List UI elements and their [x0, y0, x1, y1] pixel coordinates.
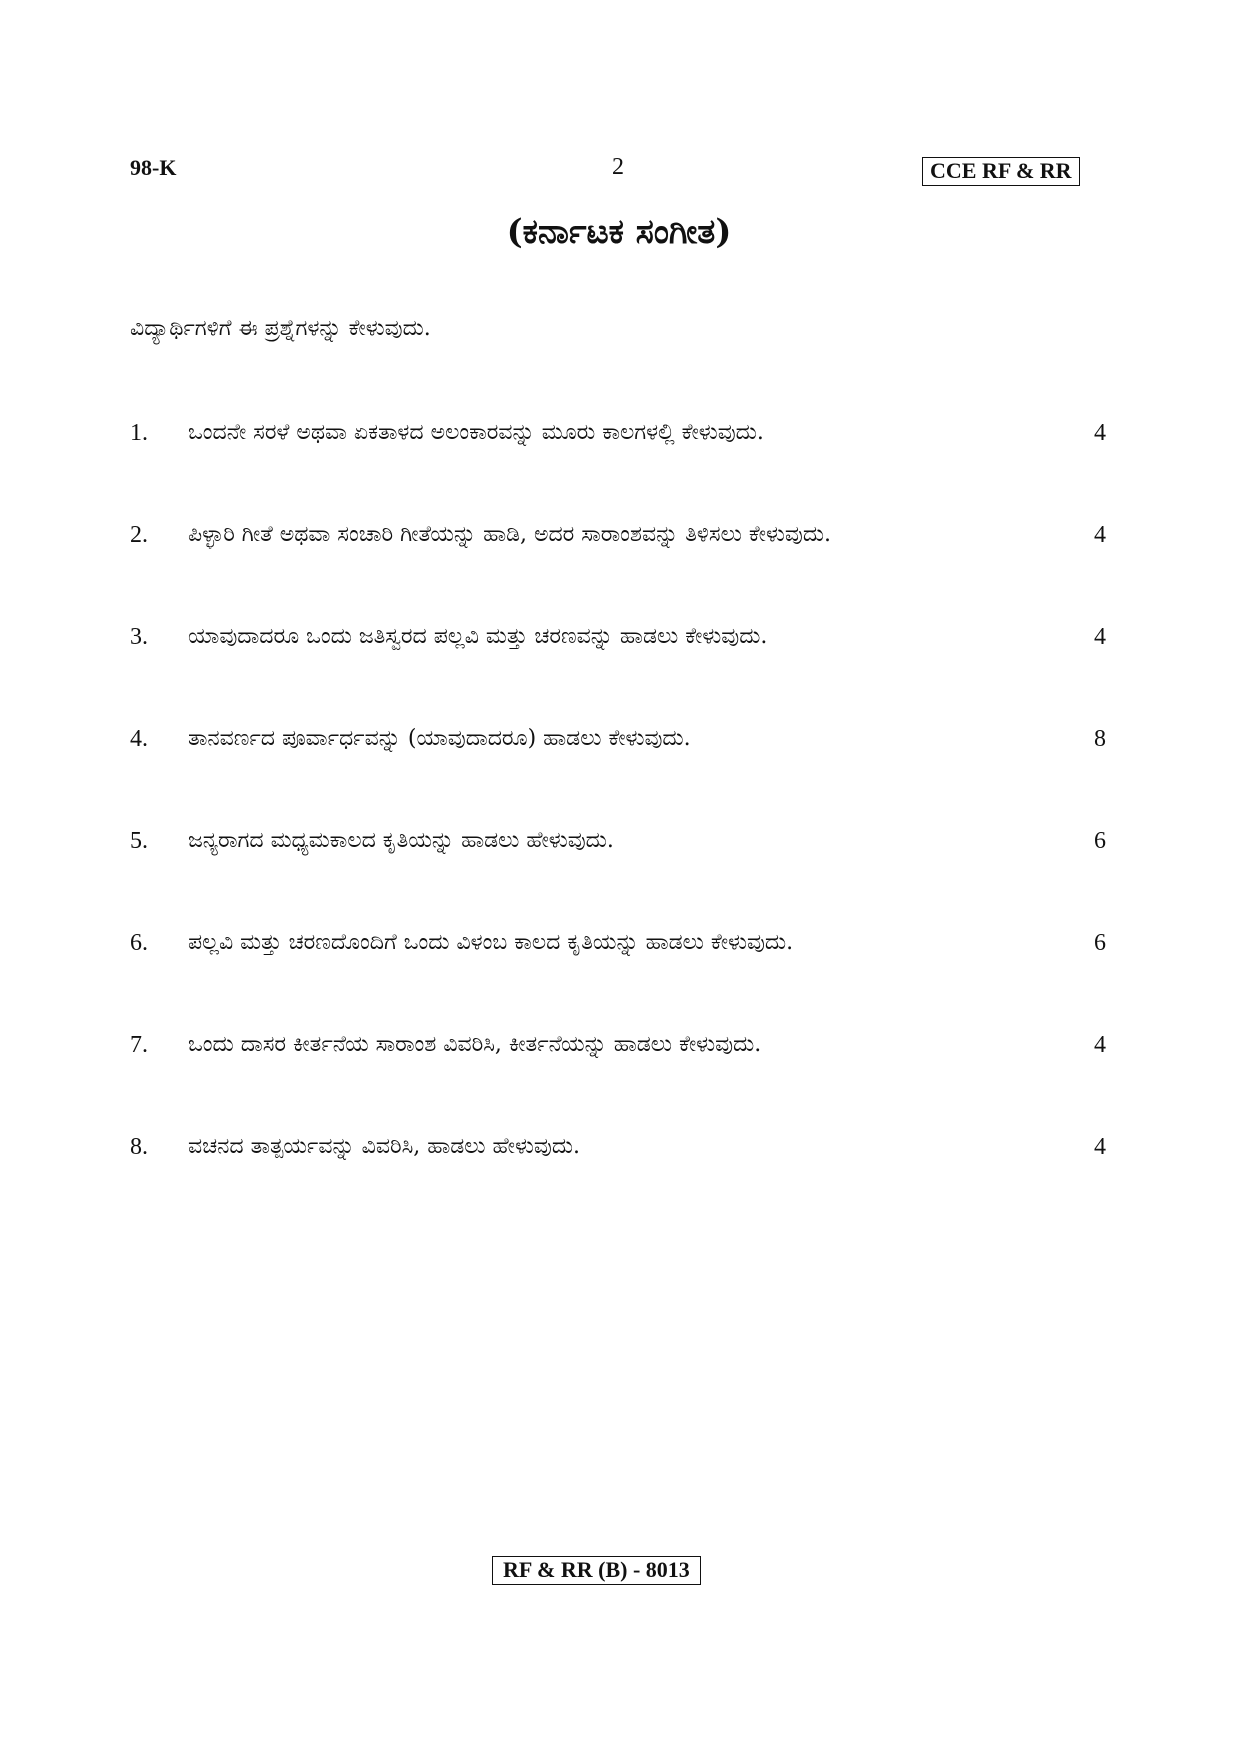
- question-item: [130, 1022, 1106, 1124]
- question-item: [130, 716, 1106, 818]
- page-number: 2: [612, 154, 624, 180]
- question-item: [130, 512, 1106, 614]
- question-number: 7.: [130, 1032, 148, 1058]
- question-number: 2.: [130, 522, 148, 548]
- exam-label-box: CCE RF & RR: [922, 157, 1080, 186]
- question-item: [130, 410, 1106, 512]
- question-number: 4.: [130, 726, 148, 752]
- question-marks: 4: [1094, 1032, 1106, 1058]
- question-marks: 6: [1094, 930, 1106, 956]
- question-item: [130, 614, 1106, 716]
- question-text: ಜನ್ಯರಾಗದ ಮಧ್ಯಮಕಾಲದ ಕೃತಿಯನ್ನು ಹಾಡಲು ಹೇಳುವುದು.: [188, 828, 614, 853]
- question-text: ತಾನವರ್ಣದ ಪೂರ್ವಾರ್ಧವನ್ನು (ಯಾವುದಾದರೂ) ಹಾಡಲು ಕೇಳುವುದು.: [188, 726, 691, 751]
- paper-code: 98-K: [130, 155, 177, 180]
- question-marks: 4: [1094, 522, 1106, 548]
- question-text: ಒಂದನೇ ಸರಳೆ ಅಥವಾ ಏಕತಾಳದ ಅಲಂಕಾರವನ್ನು ಮೂರು ಕಾಲಗಳಲ್ಲಿ ಕೇಳುವುದು.: [188, 420, 764, 445]
- question-number: 1.: [130, 420, 148, 446]
- page-title: (ಕರ್ನಾಟಕ ಸಂಗೀತ): [506, 212, 732, 252]
- question-text: ಪಿಳ್ಳಾರಿ ಗೀತೆ ಅಥವಾ ಸಂಚಾರಿ ಗೀತೆಯನ್ನು ಹಾಡಿ, ಅದರ ಸಾರಾಂಶವನ್ನು ತಿಳಿಸಲು ಕೇಳುವುದು.: [188, 522, 832, 547]
- question-marks: 4: [1094, 624, 1106, 650]
- question-text: ಒಂದು ದಾಸರ ಕೀರ್ತನೆಯ ಸಾರಾಂಶ ವಿವರಿಸಿ, ಕೀರ್ತನೆಯನ್ನು ಹಾಡಲು ಕೇಳುವುದು.: [188, 1032, 762, 1057]
- question-number: 5.: [130, 828, 148, 854]
- question-number: 3.: [130, 624, 148, 650]
- question-item: [130, 1124, 1106, 1226]
- question-item: [130, 920, 1106, 1022]
- footer-code-box: RF & RR (B) - 8013: [492, 1556, 701, 1585]
- question-marks: 4: [1094, 1134, 1106, 1160]
- question-text: ಯಾವುದಾದರೂ ಒಂದು ಜತಿಸ್ವರದ ಪಲ್ಲವಿ ಮತ್ತು ಚರಣವನ್ನು ಹಾಡಲು ಕೇಳುವುದು.: [188, 624, 768, 649]
- question-number: 6.: [130, 930, 148, 956]
- question-marks: 8: [1094, 726, 1106, 752]
- question-marks: 6: [1094, 828, 1106, 854]
- question-text: ಪಲ್ಲವಿ ಮತ್ತು ಚರಣದೊಂದಿಗೆ ಒಂದು ವಿಳಂಬ ಕಾಲದ ಕೃತಿಯನ್ನು ಹಾಡಲು ಕೇಳುವುದು.: [188, 930, 794, 955]
- instruction-text: ವಿದ್ಯಾರ್ಥಿಗಳಿಗೆ ಈ ಪ್ರಶ್ನೆಗಳನ್ನು ಕೇಳುವುದು.: [130, 316, 431, 341]
- question-item: [130, 818, 1106, 920]
- question-text: ವಚನದ ತಾತ್ಪರ್ಯವನ್ನು ವಿವರಿಸಿ, ಹಾಡಲು ಹೇಳುವುದು.: [188, 1134, 581, 1159]
- question-marks: 4: [1094, 420, 1106, 446]
- question-number: 8.: [130, 1134, 148, 1160]
- question-list: [130, 410, 1106, 1226]
